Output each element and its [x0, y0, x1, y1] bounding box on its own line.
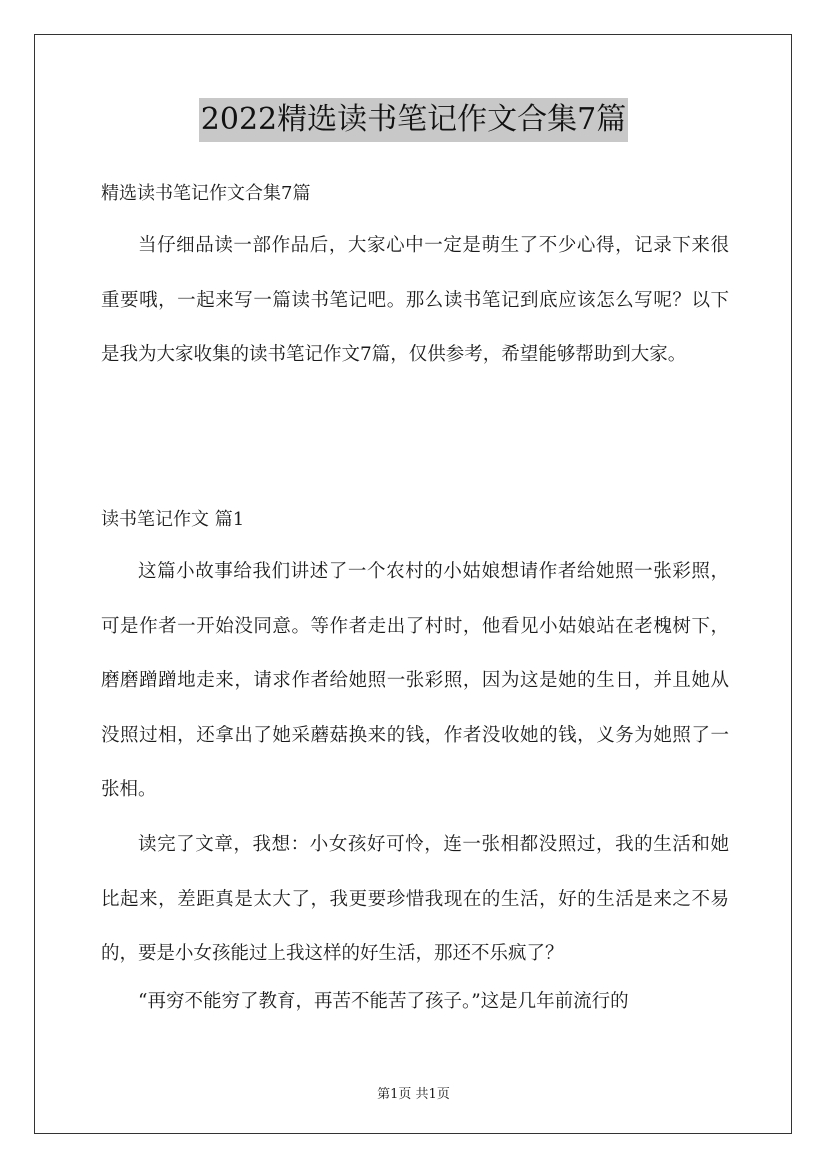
- title-wrap: [0, 98, 827, 142]
- intro-paragraph: 当仔细品读一部作品后，大家心中一定是萌生了不少心得，记录下来很重要哦，一起来写一篇读书笔记吧。那么读书笔记到底应该怎么写呢？以下是我为大家收集的读书笔记作文7篇，仅供参考，希望能够帮助到大家。: [101, 235, 729, 365]
- document-title: 2022精选读书笔记作文合集7篇: [199, 98, 628, 142]
- body-paragraph-1: 这篇小故事给我们讲述了一个农村的小姑娘想请作者给她照一张彩照，可是作者一开始没同意。等作者走出了村时，他看见小姑娘站在老槐树下，磨磨蹭蹭地走来，请求作者给她照一张彩照，因为这是她的生日，并且她从没照过相，还拿出了她采蘑菇换来的钱，作者没收她的钱，义务为她照了一张相。: [101, 561, 729, 800]
- body-paragraph-2: 读完了文章，我想：小女孩好可怜，连一张相都没照过，我的生活和她比起来，差距真是太大了，我更要珍惜我现在的生活，好的生活是来之不易的，要是小女孩能过上我这样的好生活，那还不乐疯了？: [101, 834, 729, 964]
- page-footer: 第1页 共1页: [377, 1087, 450, 1102]
- body-paragraph-3: “再穷不能穷了教育，再苦不能苦了孩子。”这是几年前流行的: [138, 991, 629, 1012]
- document-subtitle: 精选读书笔记作文合集7篇: [101, 183, 311, 204]
- section-heading: 读书笔记作文 篇1: [101, 509, 245, 530]
